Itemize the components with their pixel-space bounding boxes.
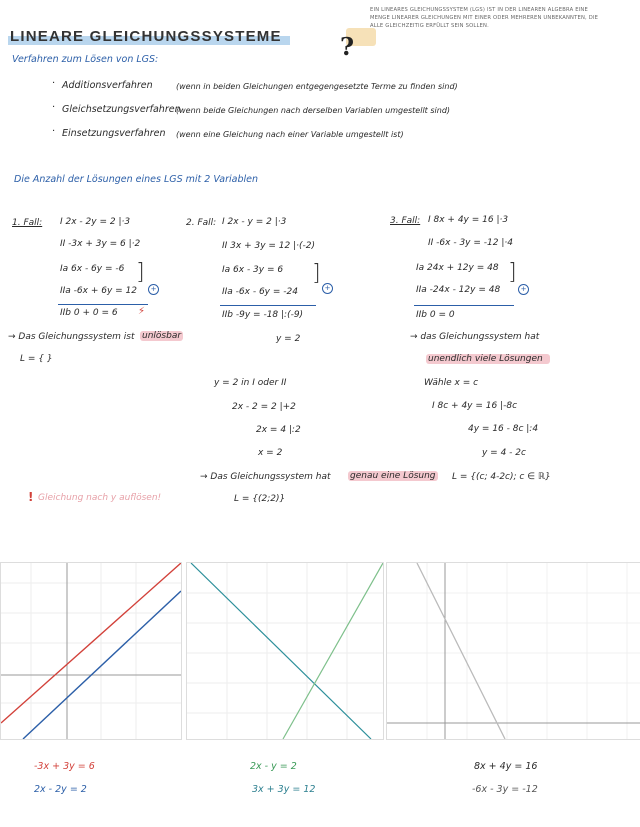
graph-case1-plot xyxy=(1,563,181,739)
case2-conclusion: → Das Gleichungssystem hat xyxy=(200,472,331,482)
sum-line xyxy=(58,304,148,305)
case3-line: Wähle x = c xyxy=(424,378,479,388)
warning-icon: ! xyxy=(28,490,34,504)
method-desc: (wenn beide Gleichungen nach derselben Variablen umgestellt sind) xyxy=(176,106,451,115)
graph2-caption-b: 3x + 3y = 12 xyxy=(252,784,316,795)
case1-line: IIa -6x + 6y = 12 xyxy=(60,286,138,296)
case2-line: x = 2 xyxy=(258,448,283,458)
case2-line: IIb -9y = -18 |:(-9) xyxy=(222,310,304,320)
bullet-icon: · xyxy=(52,78,56,89)
brace: ] xyxy=(136,260,145,285)
case2-label: 2. Fall: xyxy=(186,218,217,228)
case2-line: 2x - 2 = 2 |+2 xyxy=(232,402,296,412)
plus-circle-icon: + xyxy=(322,275,333,294)
case2-line: y = 2 in I oder II xyxy=(214,378,287,388)
graph-case1 xyxy=(0,562,182,740)
case3-line: y = 4 - 2c xyxy=(482,448,526,458)
case2-line: Ia 6x - 3y = 6 xyxy=(222,265,284,275)
plus-circle-icon: + xyxy=(148,276,159,295)
case3-solution-set: L = {(c; 4-2c); c ∈ ℝ} xyxy=(452,472,551,482)
case1-label: 1. Fall: xyxy=(12,218,43,228)
graph-case2-plot xyxy=(187,563,383,739)
case1-line: IIb 0 + 0 = 6 xyxy=(60,308,118,318)
graph2-caption-a: 2x - y = 2 xyxy=(250,761,297,772)
case3-line: II -6x - 3y = -12 |·4 xyxy=(428,238,513,248)
graph-case3 xyxy=(386,562,640,740)
method-name: Gleichsetzungsverfahren xyxy=(62,104,181,115)
case1-line: I 2x - 2y = 2 |·3 xyxy=(60,217,131,227)
case2-line: II 3x + 3y = 12 |·(-2) xyxy=(222,241,316,251)
case3-line: IIa -24x - 12y = 48 xyxy=(416,285,501,295)
methods-heading: Verfahren zum Lösen von LGS: xyxy=(12,54,159,65)
graph3-caption-a: 8x + 4y = 16 xyxy=(474,761,538,772)
case3-label: 3. Fall: xyxy=(390,216,421,226)
case2-result: genau eine Lösung xyxy=(350,471,436,481)
case3-line: I 8x + 4y = 16 |·3 xyxy=(428,215,509,225)
count-heading: Die Anzahl der Lösungen eines LGS mit 2 Variablen xyxy=(14,174,258,185)
method-name: Additionsverfahren xyxy=(62,80,153,91)
case1-line: II -3x + 3y = 6 |·2 xyxy=(60,239,141,249)
method-desc: (wenn eine Gleichung nach einer Variable umgestellt ist) xyxy=(176,130,404,139)
case2-line: 2x = 4 |:2 xyxy=(256,425,301,435)
case2-line: y = 2 xyxy=(276,334,301,344)
case1-result: unlösbar xyxy=(142,331,182,341)
case1-line: Ia 6x - 6y = -6 xyxy=(60,264,125,274)
method-desc: (wenn in beiden Gleichungen entgegengesetzte Terme zu finden sind) xyxy=(176,82,458,91)
plus-circle-icon: + xyxy=(518,276,529,295)
graph1-caption-b: 2x - 2y = 2 xyxy=(34,784,87,795)
graph1-caption-a: -3x + 3y = 6 xyxy=(34,761,95,772)
case2-line: I 2x - y = 2 |·3 xyxy=(222,217,287,227)
graph3-caption-b: -6x - 3y = -12 xyxy=(472,784,538,795)
brace: ] xyxy=(508,260,517,285)
page-title: LINEARE GLEICHUNGSSYSTEME xyxy=(10,28,282,45)
case2-solution-set: L = {(2;2)} xyxy=(234,494,286,504)
case3-line: 4y = 16 - 8c |:4 xyxy=(468,424,539,434)
case3-result: unendlich viele Lösungen xyxy=(426,354,550,364)
brace: ] xyxy=(312,261,321,286)
case1-warning: Gleichung nach y auflösen! xyxy=(38,493,162,503)
case2-line: IIa -6x - 6y = -24 xyxy=(222,287,298,297)
bullet-icon: · xyxy=(52,102,56,113)
sum-line xyxy=(414,305,514,306)
method-name: Einsetzungsverfahren xyxy=(62,128,166,139)
case3-line: I 8c + 4y = 16 |-8c xyxy=(432,401,518,411)
case3-conclusion: → das Gleichungssystem hat xyxy=(410,332,540,342)
graph-case3-plot xyxy=(387,563,640,739)
graph-case2 xyxy=(186,562,384,740)
case3-line: IIb 0 = 0 xyxy=(416,310,455,320)
case1-solution-set: L = { } xyxy=(20,354,53,364)
definition-note: EIN LINEARES GLEICHUNGSSYSTEM (LGS) IST IN DER LINEAREN ALGEBRA EINE MENGE LINEARER GLEICHUNGEN MIT EINER ODER MEHREREN UNBEKANNTEN, DIE ALLE GLEICHZEITIG ERFÜLLT SEIN SOLLEN. xyxy=(370,7,599,29)
case1-conclusion: → Das Gleichungssystem ist xyxy=(8,332,135,342)
question-mark-icon: ? xyxy=(340,32,355,61)
bullet-icon: · xyxy=(52,126,56,137)
lightning-icon: ⚡ xyxy=(138,306,146,317)
case3-line: Ia 24x + 12y = 48 xyxy=(416,263,499,273)
sum-line xyxy=(220,305,316,306)
